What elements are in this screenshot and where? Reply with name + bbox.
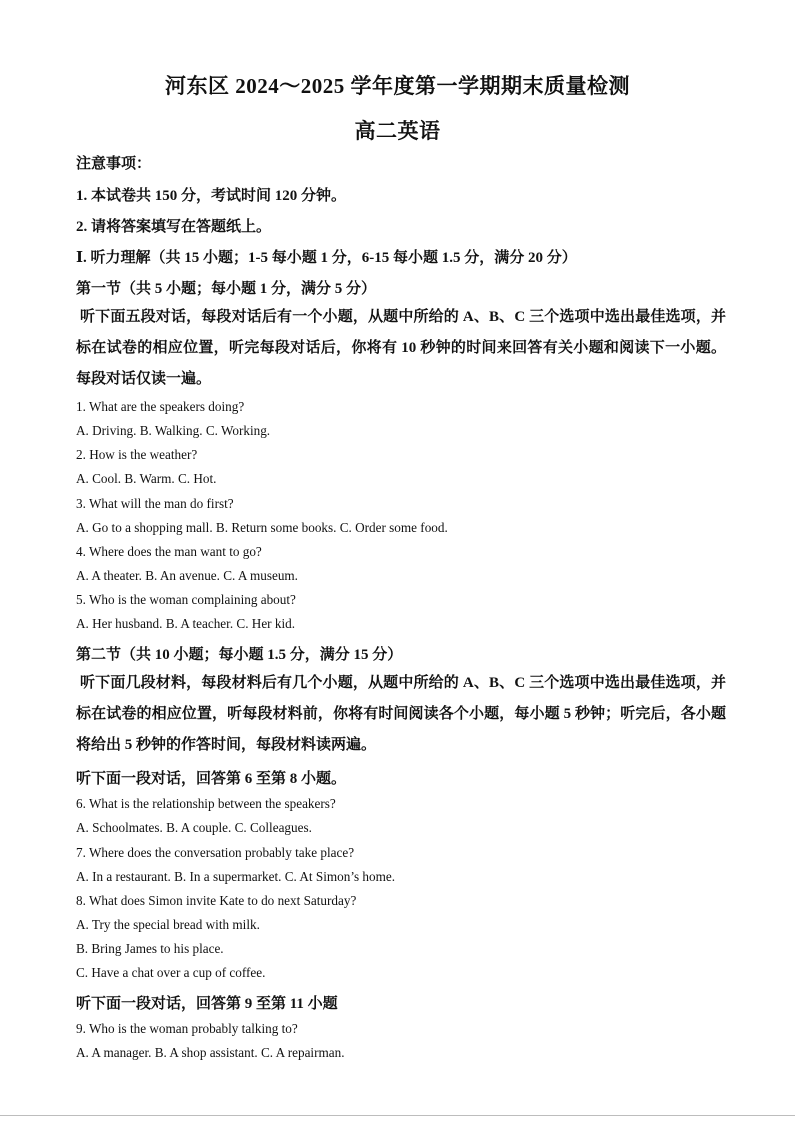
notice-heading: 注意事项： [76, 156, 152, 172]
part-heading: Ⅰ. 听力理解（共 15 小题；1-5 每小题 1 分，6-15 每小题 1.5 分，满分 20 分） [76, 250, 577, 266]
answer-options: A. Driving. B. Walking. C. Working. [76, 423, 271, 438]
answer-options: A. Her husband. B. A teacher. C. Her kid. [76, 616, 296, 631]
exam-title: 河东区 2024～2025 学年度第一学期期末质量检测 [165, 74, 630, 98]
question: 2. How is the weather? [76, 447, 198, 462]
answer-options: A. A manager. B. A shop assistant. C. A repairman. [76, 1045, 345, 1060]
question: 3. What will the man do first? [76, 496, 234, 511]
question: 4. Where does the man want to go? [76, 544, 262, 559]
question: 1. What are the speakers doing? [76, 399, 245, 414]
answer-options: A. Go to a shopping mall. B. Return some books. C. Order some food. [76, 520, 448, 535]
answer-option: B. Bring James to his place. [76, 941, 224, 956]
question: 7. Where does the conversation probably take place? [76, 845, 355, 860]
answer-options: A. Schoolmates. B. A couple. C. Colleagues. [76, 820, 312, 835]
notice-item: 1. 本试卷共 150 分，考试时间 120 分钟。 [76, 188, 347, 204]
question: 9. Who is the woman probably talking to? [76, 1021, 298, 1036]
group-heading: 听下面一段对话，回答第 6 至第 8 小题。 [76, 771, 347, 787]
answer-option: C. Have a chat over a cup of coffee. [76, 965, 266, 980]
section-instructions: 听下面几段材料，每段材料后有几个小题，从题中所给的 A、B、C 三个选项中选出最佳选项，并标在试卷的相应位置，听每段材料前，你将有时间阅读各个小题，每小题 5 秒钟；听完后，各小题将给出 5 秒钟的作答时间，每段材料读两遍。 [76, 675, 726, 753]
question: 5. Who is the woman complaining about? [76, 592, 296, 607]
page-bottom-rule [0, 1115, 795, 1116]
question: 8. What does Simon invite Kate to do next Saturday? [76, 893, 357, 908]
answer-options: A. Cool. B. Warm. C. Hot. [76, 471, 217, 486]
notice-item: 2. 请将答案填写在答题纸上。 [76, 219, 272, 235]
question: 6. What is the relationship between the speakers? [76, 796, 336, 811]
group-heading: 听下面一段对话，回答第 9 至第 11 小题 [76, 996, 338, 1012]
answer-options: A. A theater. B. An avenue. C. A museum. [76, 568, 298, 583]
exam-subtitle: 高二英语 [354, 119, 441, 143]
answer-options: A. In a restaurant. B. In a supermarket. C. At Simon’s home. [76, 869, 396, 884]
section-heading: 第一节（共 5 小题；每小题 1 分，满分 5 分） [76, 281, 377, 297]
section-heading: 第二节（共 10 小题；每小题 1.5 分，满分 15 分） [76, 647, 403, 663]
answer-option: A. Try the special bread with milk. [76, 917, 260, 932]
section-instructions: 听下面五段对话，每段对话后有一个小题，从题中所给的 A、B、C 三个选项中选出最佳选项，并标在试卷的相应位置，听完每段对话后，你将有 10 秒钟的时间来回答有关小题和阅读下一小题。每段对话仅读一遍。 [76, 309, 726, 387]
